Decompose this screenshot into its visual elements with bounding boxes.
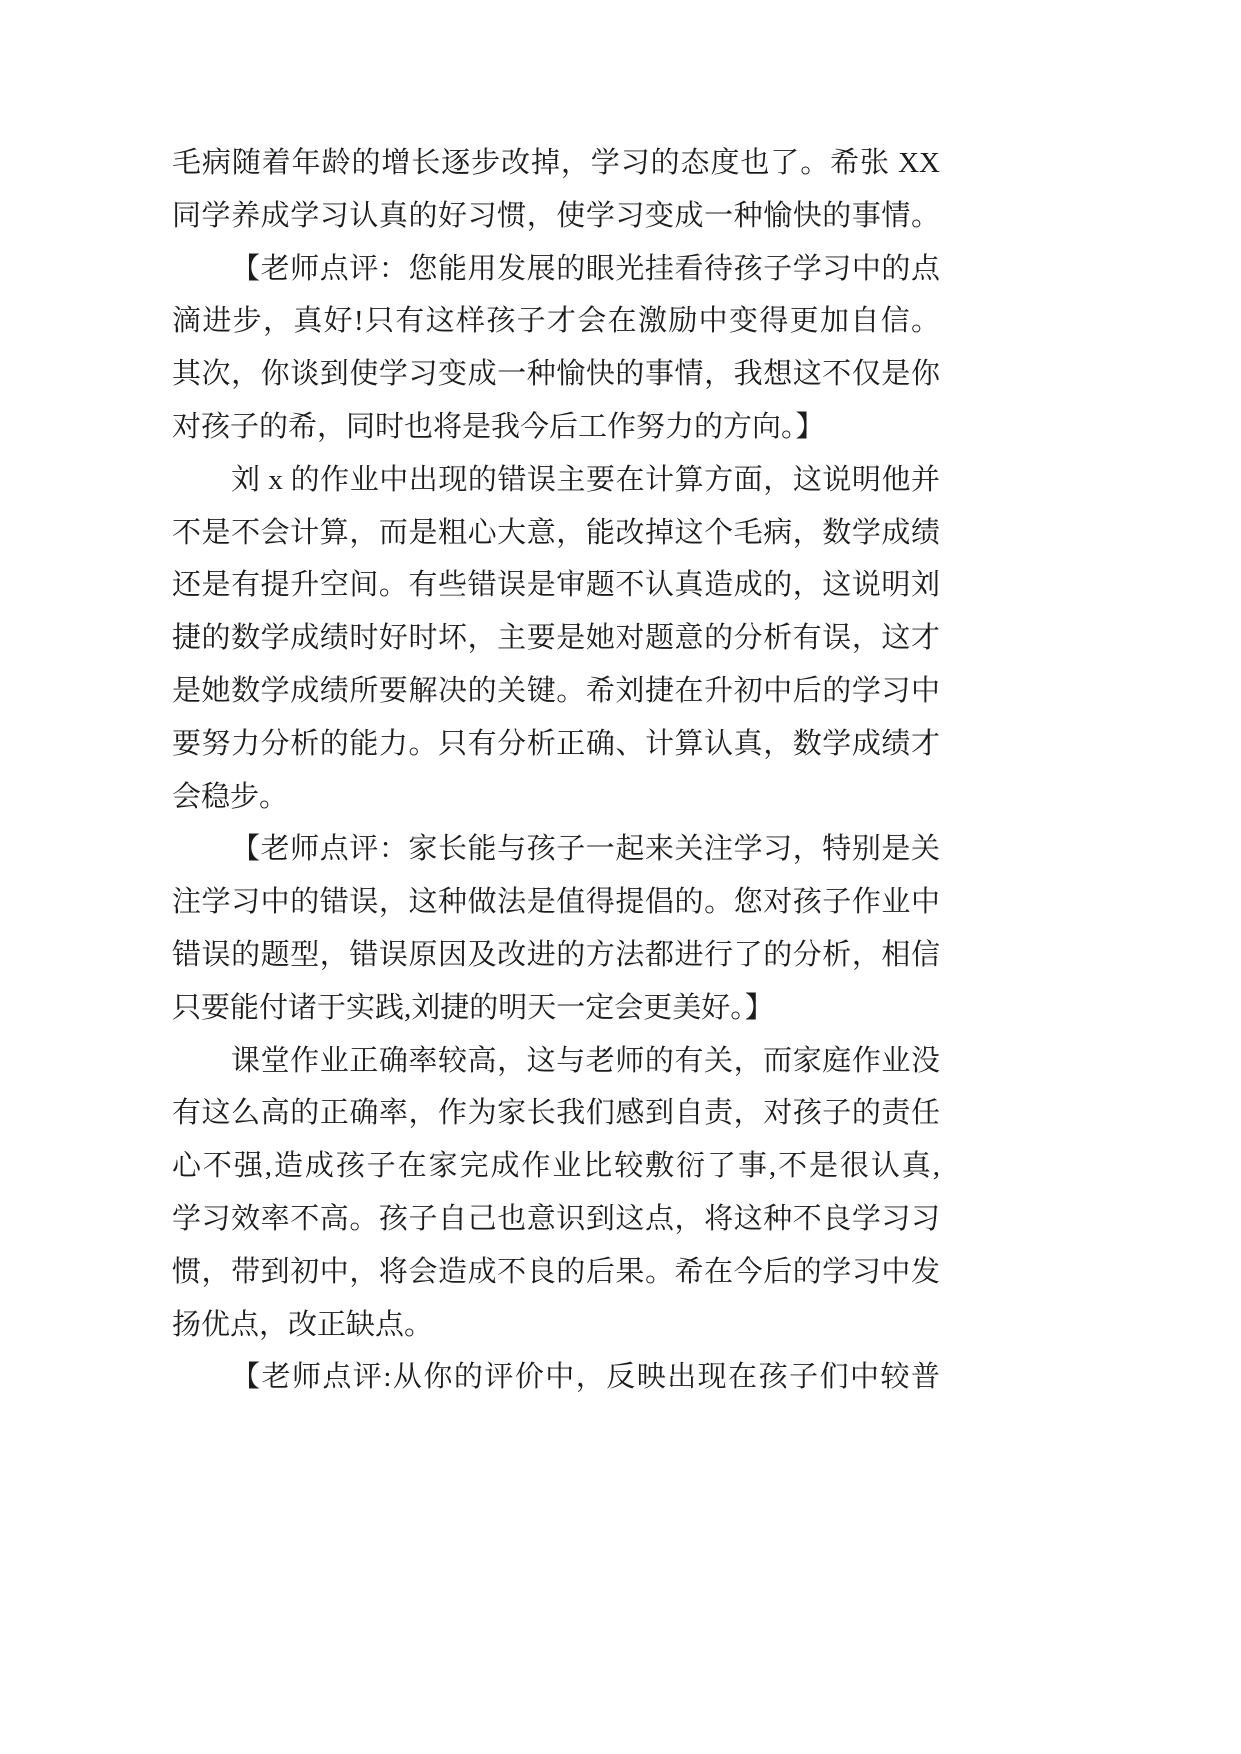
text-line: 课堂作业正确率较高，这与老师的有关，而家庭作业没 — [231, 1044, 940, 1077]
text-line: 心不强,造成孩子在家完成作业比较敷衍了事,不是很认真, — [172, 1150, 940, 1183]
text-line: 学习效率不高。孩子自己也意识到这点，将这种不良学习习 — [172, 1202, 940, 1235]
text-line: 会稳步。 — [172, 780, 289, 813]
text-line: 同学养成学习认真的好习惯，使学习变成一种愉快的事情。 — [172, 199, 940, 232]
text-line: 扬优点，改正缺点。 — [172, 1308, 434, 1341]
paragraph-parent-comment-end — [172, 137, 940, 243]
text-line: 有这么高的正确率，作为家长我们感到自责，对孩子的责任 — [172, 1097, 940, 1130]
paragraph-parent-comment — [172, 1035, 940, 1352]
text-line: 不是不会计算，而是粗心大意，能改掉这个毛病，数学成绩 — [172, 516, 940, 549]
paragraph-teacher-comment — [172, 243, 940, 454]
text-line: 只要能付诸于实践,刘捷的明天一定会更美好。】 — [172, 991, 774, 1024]
text-line: 对孩子的希，同时也将是我今后工作努力的方向。】 — [172, 410, 825, 443]
paragraph-teacher-comment — [172, 823, 940, 1034]
text-line: 错误的题型，错误原因及改进的方法都进行了的分析，相信 — [172, 938, 940, 971]
text-line: 要努力分析的能力。只有分析正确、计算认真，数学成绩才 — [172, 727, 940, 760]
text-line: 惯，带到初中，将会造成不良的后果。希在今后的学习中发 — [172, 1255, 940, 1288]
text-line: 注学习中的错误，这种做法是值得提倡的。您对孩子作业中 — [172, 886, 940, 919]
text-line: 还是有提升空间。有些错误是审题不认真造成的，这说明刘 — [172, 569, 940, 602]
text-line: 是她数学成绩所要解决的关键。希刘捷在升初中后的学习中 — [172, 674, 940, 707]
paragraph-parent-comment — [172, 454, 940, 824]
text-line: 捷的数学成绩时好时坏，主要是她对题意的分析有误，这才 — [172, 622, 940, 655]
text-line: 滴进步，真好!只有这样孩子才会在激励中变得更加自信。 — [172, 305, 940, 338]
document-body — [172, 137, 940, 1404]
paragraph-teacher-comment-start — [172, 1351, 940, 1404]
text-line: 其次，你谈到使学习变成一种愉快的事情，我想这不仅是你 — [172, 358, 940, 391]
text-line: 【老师点评:从你的评价中，反映出现在孩子们中较普 — [231, 1361, 940, 1394]
text-line: 刘 x 的作业中出现的错误主要在计算方面，这说明他并 — [231, 463, 940, 496]
text-line: 【老师点评：家长能与孩子一起来关注学习，特别是关 — [231, 833, 940, 866]
text-line: 毛病随着年龄的增长逐步改掉，学习的态度也了。希张 XX — [172, 147, 940, 179]
text-line: 【老师点评：您能用发展的眼光挂看待孩子学习中的点 — [231, 252, 940, 285]
